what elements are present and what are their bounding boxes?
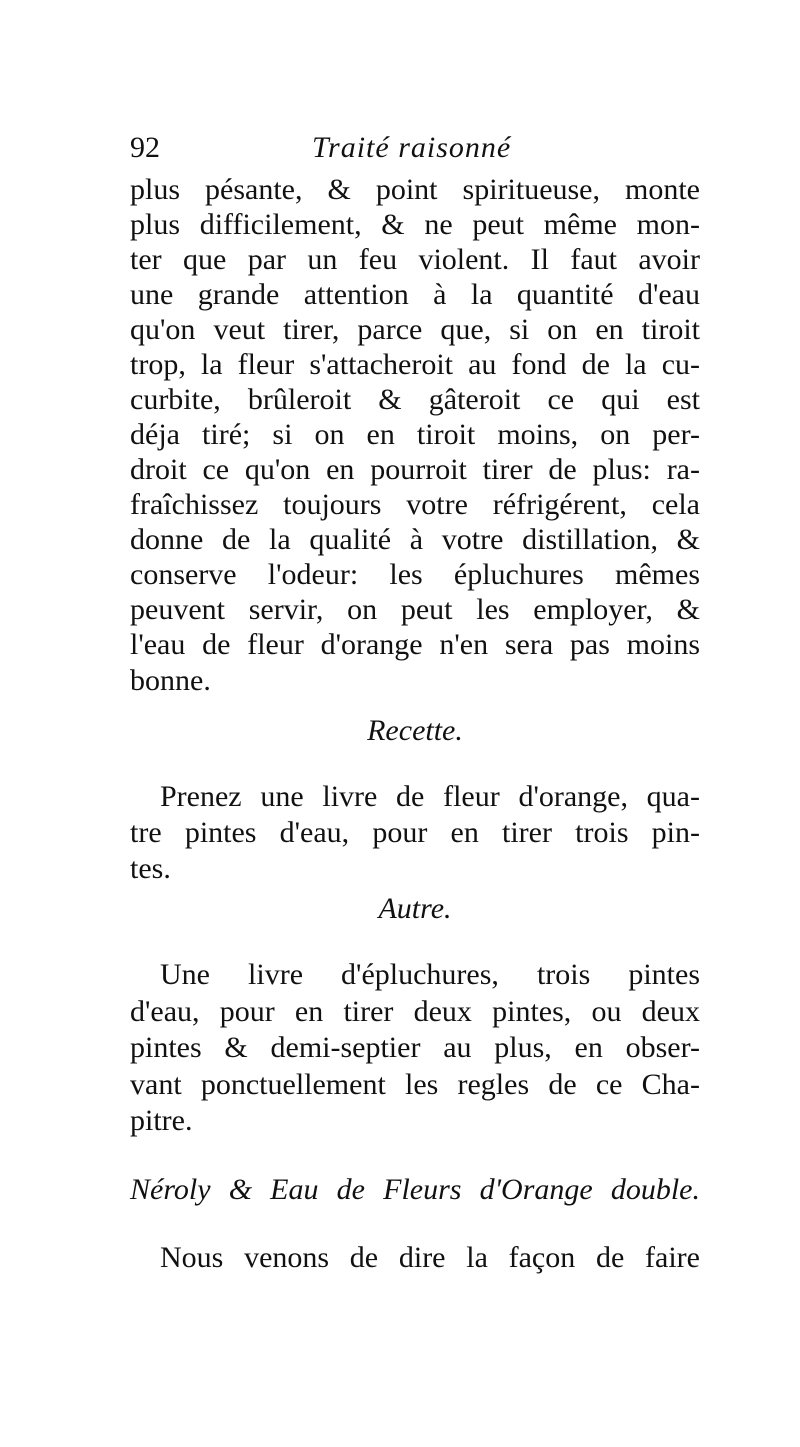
text-line: droit ce qu'on en pourroit tirer de plus: ra- — [130, 453, 700, 486]
text-line: plus difficilement, & ne peut même mon- — [130, 208, 700, 241]
page-number: 92 — [130, 131, 160, 164]
text-line: fraîchissez toujours votre réfrigérent, cela — [130, 488, 700, 521]
text-line: Une livre d'épluchures, trois pintes — [160, 958, 700, 991]
text-line: Nous venons de dire la façon de faire — [160, 1241, 700, 1274]
text-line: plus pésante, & point spiritueuse, monte — [130, 173, 700, 206]
text-line: tre pintes d'eau, pour en tirer trois pin- — [130, 816, 700, 849]
text-line: pintes & demi-septier au plus, en obser- — [130, 1031, 700, 1064]
text-line: tes. — [130, 852, 171, 885]
text-line: ter que par un feu violent. Il faut avoir — [130, 243, 700, 276]
text-line: pitre. — [130, 1104, 193, 1137]
section-title: Néroly & Eau de Fleurs d'Orange double. — [130, 1173, 700, 1206]
text-line: peuvent servir, on peut les employer, & — [130, 593, 700, 626]
heading-recette: Recette. — [367, 714, 463, 747]
text-line: d'eau, pour en tirer deux pintes, ou deux — [130, 995, 700, 1028]
text-line: donne de la qualité à votre distillation, & — [130, 523, 700, 556]
heading-autre: Autre. — [378, 892, 452, 925]
running-head: Traité raisonné — [312, 131, 512, 164]
text-line: trop, la fleur s'attacheroit au fond de la cu- — [130, 348, 700, 381]
page-header — [130, 128, 700, 168]
text-line: qu'on veut tirer, parce que, si on en tiroit — [130, 313, 700, 346]
text-line: Prenez une livre de fleur d'orange, qua- — [160, 780, 700, 813]
text-line: l'eau de fleur d'orange n'en sera pas moins — [130, 628, 700, 661]
text-line: une grande attention à la quantité d'eau — [130, 278, 700, 311]
text-line: déja tiré; si on en tiroit moins, on per- — [130, 418, 700, 451]
text-line: bonne. — [130, 664, 211, 697]
text-line: vant ponctuellement les regles de ce Cha- — [130, 1068, 700, 1101]
text-line: curbite, brûleroit & gâteroit ce qui est — [130, 383, 700, 416]
text-line: conserve l'odeur: les épluchures mêmes — [130, 558, 700, 591]
